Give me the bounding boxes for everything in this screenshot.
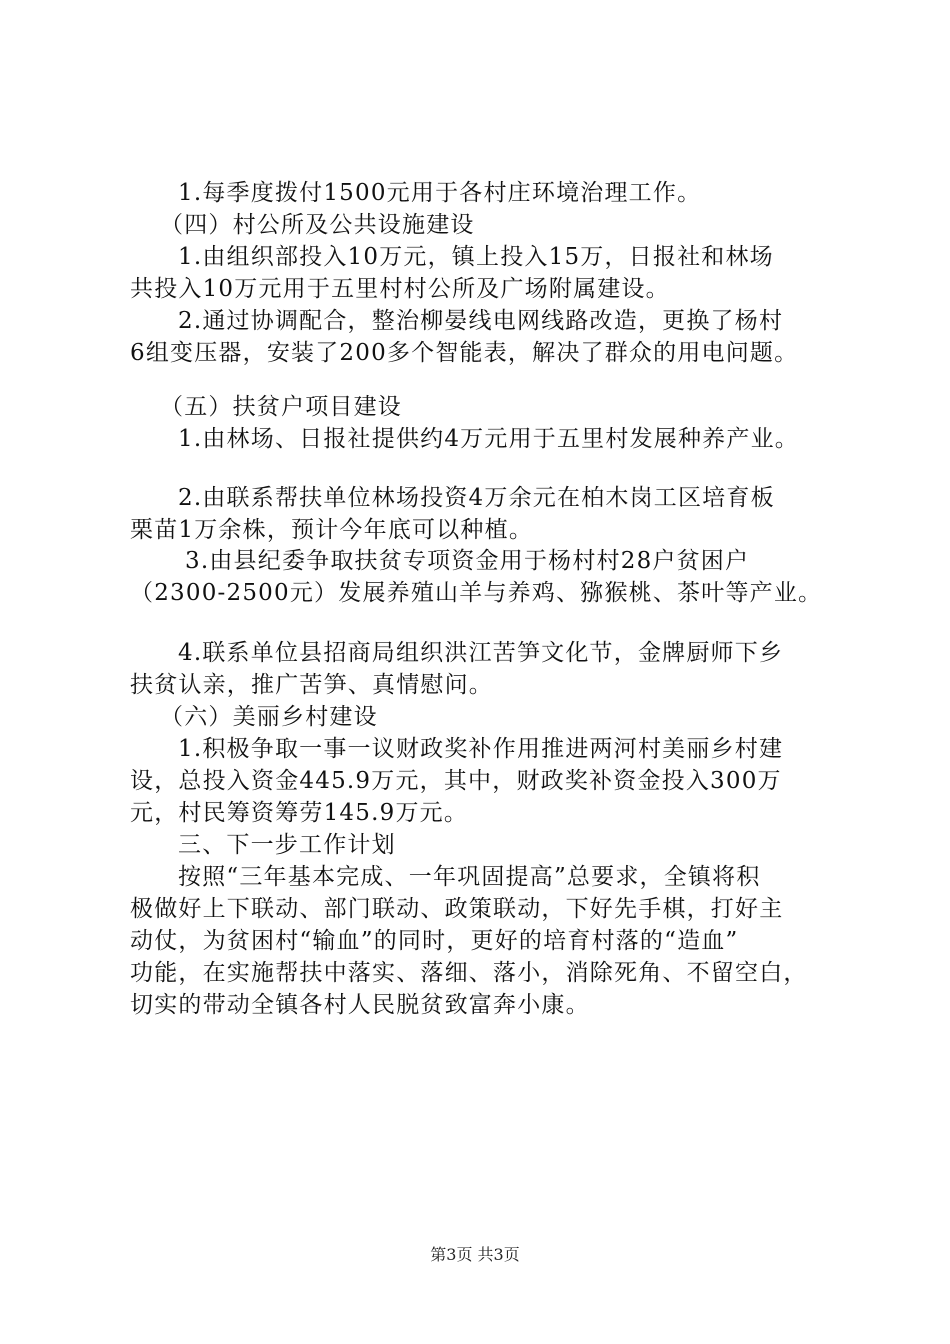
paragraph-line: 极做好上下联动、部门联动、政策联动，下好先手棋，打好主 [130, 896, 784, 922]
paragraph-line: 元，村民筹资筹劳145.9万元。 [130, 800, 469, 826]
paragraph-line: 按照“三年基本完成、一年巩固提高”总要求，全镇将积 [178, 864, 761, 890]
paragraph-line: 共投入10万元用于五里村村公所及广场附属建设。 [130, 276, 670, 302]
paragraph-line: 2.由联系帮扶单位林场投资4万余元在柏木岗工区培育板 [178, 485, 775, 511]
paragraph-line: 栗苗1万余株，预计今年底可以种植。 [130, 517, 534, 543]
section-heading: （六）美丽乡村建设 [160, 704, 378, 730]
section-heading: 三、下一步工作计划 [178, 832, 396, 858]
paragraph-line: 设，总投入资金445.9万元，其中，财政奖补资金投入300万 [130, 768, 782, 794]
paragraph-line: 1.每季度拨付1500元用于各村庄环境治理工作。 [178, 180, 702, 206]
paragraph-line: 功能，在实施帮扶中落实、落细、落小，消除死角、不留空白， [130, 960, 808, 986]
paragraph-line: 3.由县纪委争取扶贫专项资金用于杨村村28户贫困户 [185, 548, 750, 574]
paragraph-line: （2300-2500元）发展养殖山羊与养鸡、猕猴桃、茶叶等产业。 [130, 580, 823, 606]
paragraph-line: 扶贫认亲，推广苦笋、真情慰问。 [130, 672, 493, 698]
paragraph-line: 动仗，为贫困村“输血”的同时，更好的培育村落的“造血” [130, 928, 739, 954]
paragraph-line: 切实的带动全镇各村人民脱贫致富奔小康。 [130, 992, 590, 1018]
section-heading: （四）村公所及公共设施建设 [160, 212, 475, 238]
paragraph-line: 1.由组织部投入10万元，镇上投入15万，日报社和林场 [178, 244, 774, 270]
paragraph-line: 6组变压器，安装了200多个智能表，解决了群众的用电问题。 [130, 340, 799, 366]
page-number-footer: 第3页 共3页 [430, 1245, 520, 1264]
section-heading: （五）扶贫户项目建设 [160, 394, 402, 420]
paragraph-line: 4.联系单位县招商局组织洪江苦笋文化节，金牌厨师下乡 [178, 640, 784, 666]
paragraph-line: 1.由林场、日报社提供约4万元用于五里村发展种养产业。 [178, 426, 799, 452]
paragraph-line: 2.通过协调配合，整治柳晏线电网线路改造，更换了杨村 [178, 308, 784, 334]
paragraph-line: 1.积极争取一事一议财政奖补作用推进两河村美丽乡村建 [178, 736, 784, 762]
